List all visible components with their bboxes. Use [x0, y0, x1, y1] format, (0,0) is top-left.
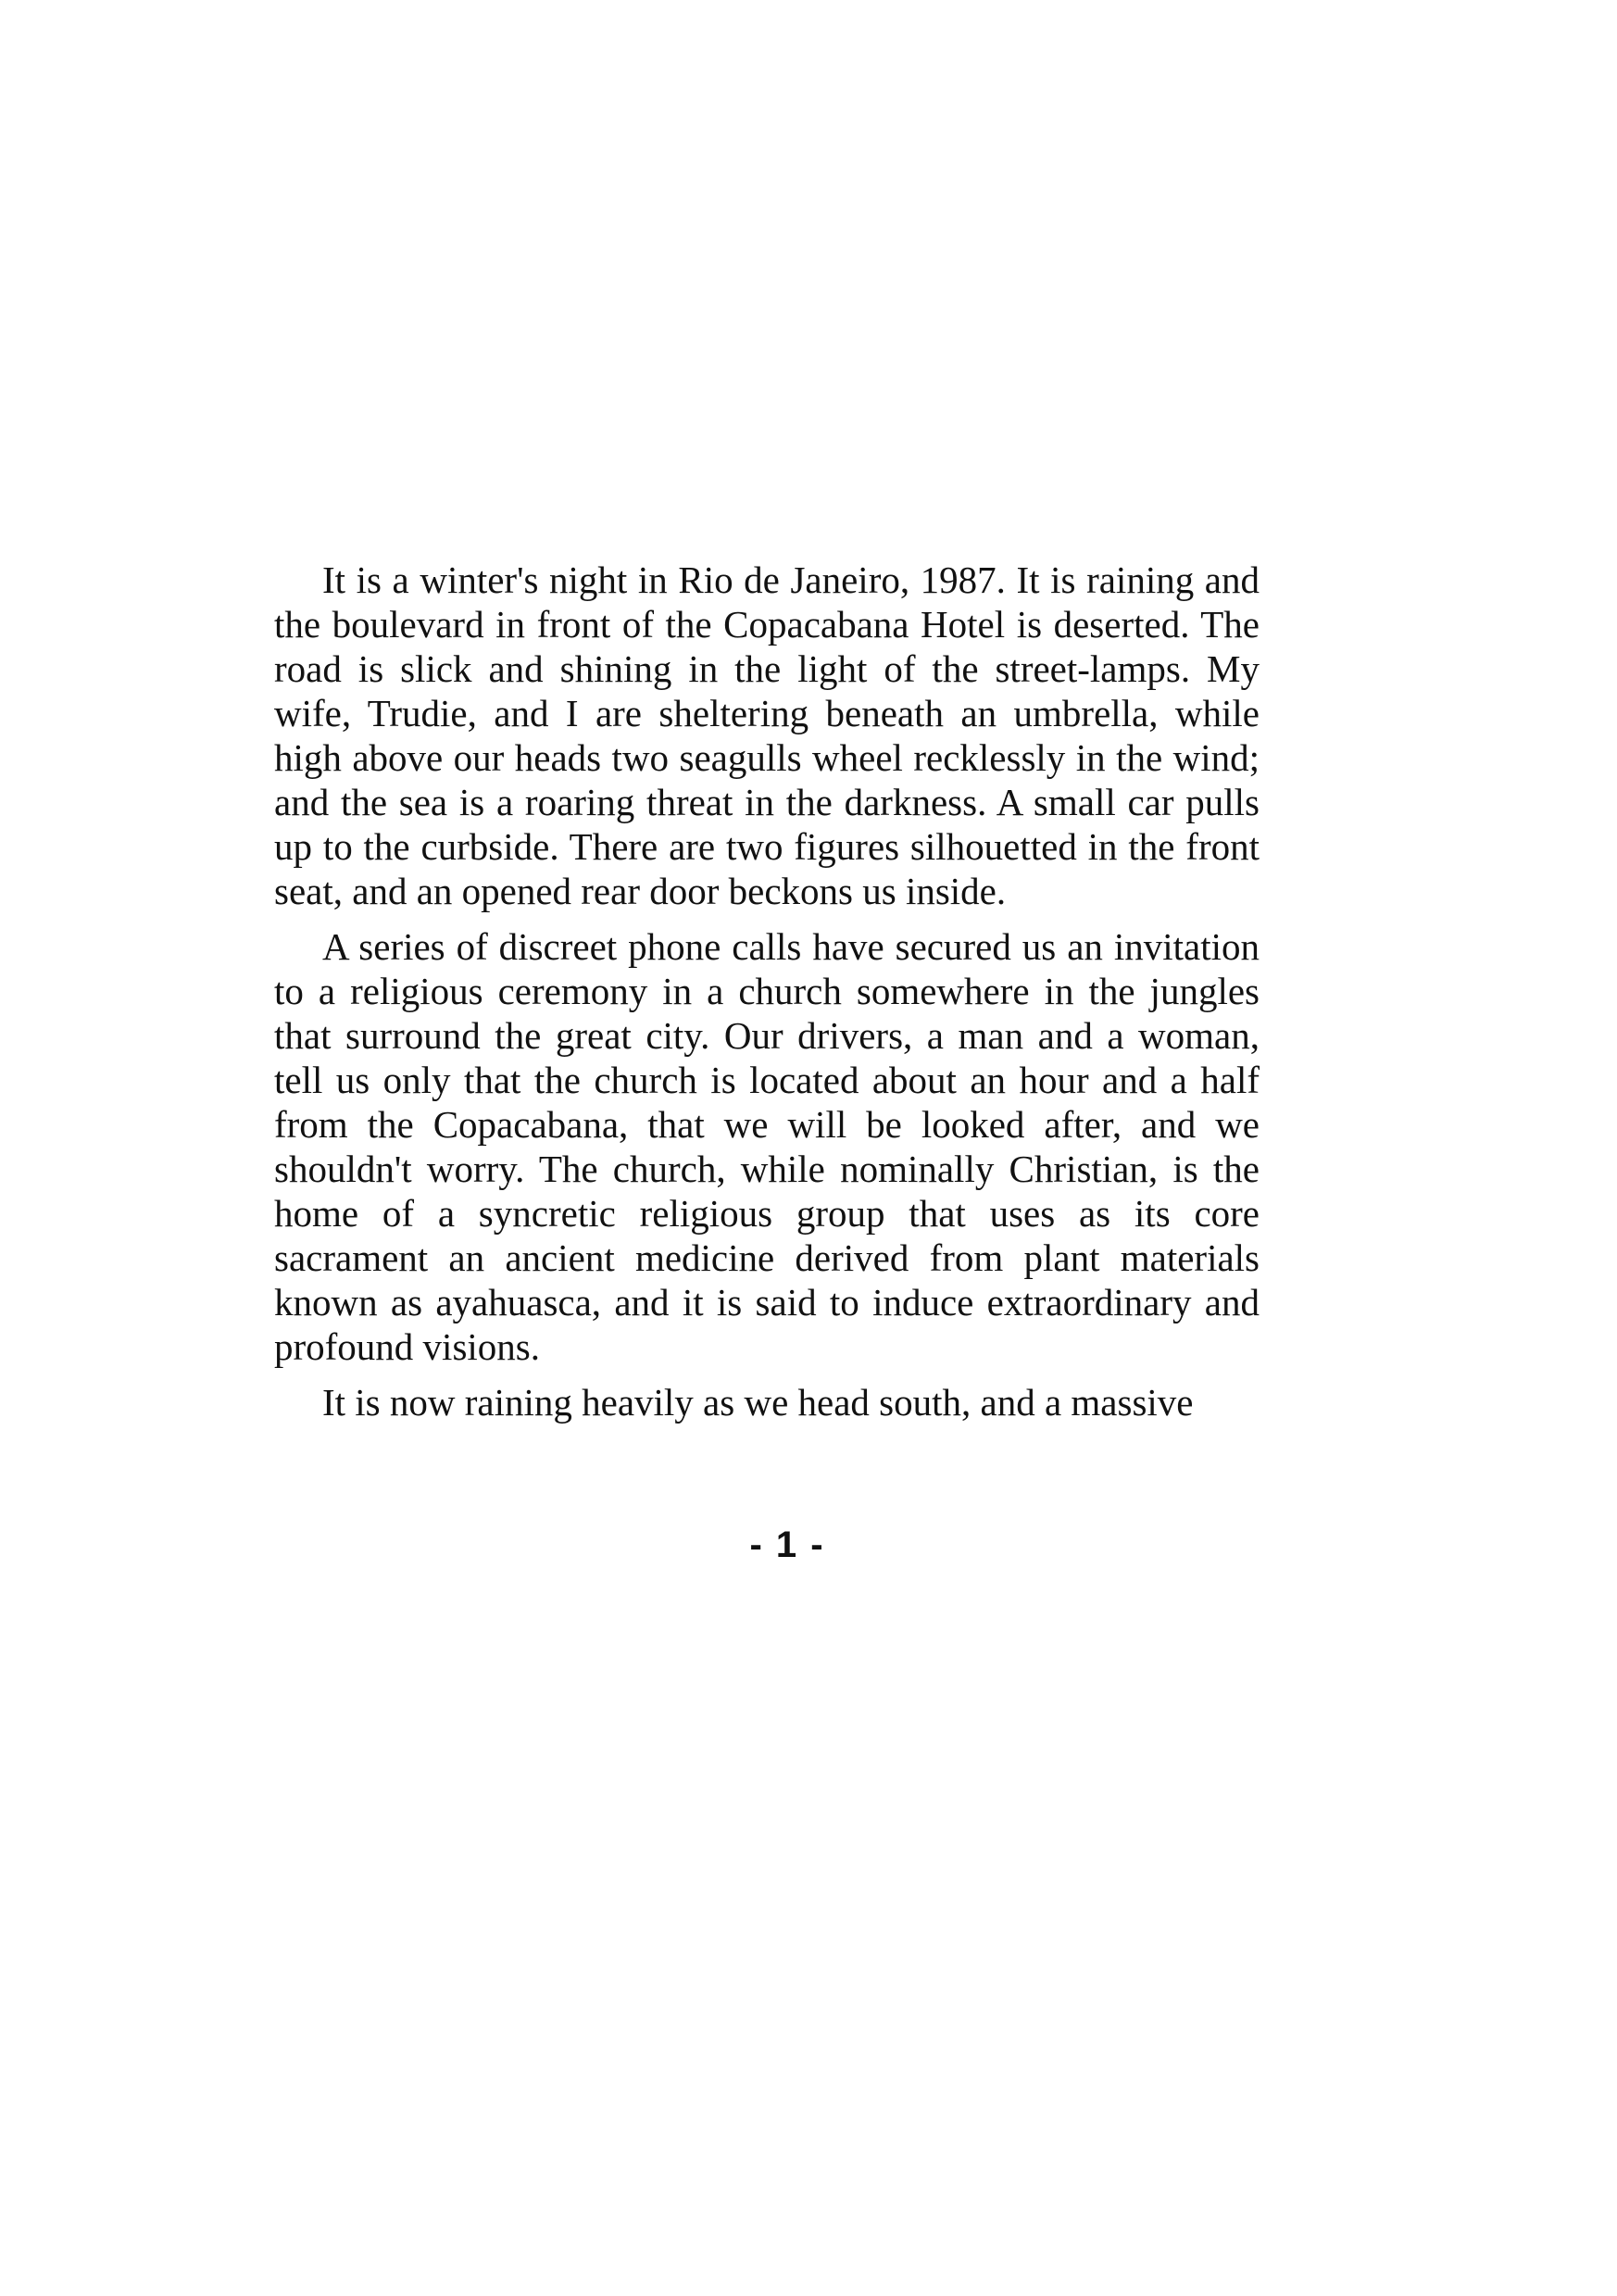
paragraph-2: A series of discreet phone calls have secured us an invitation to a religious ceremony in a church somewhere in the jungles that surround the great city. Our drivers, a man and a woman, tell us only that the church is located about an hour and a half from the Copacabana, that we will be looked after, and we shouldn't worry. The church, while nominally Christian, is the home of a syncretic religious group that uses as its core sacrament an ancient medicine derived from plant materials known as ayahuasca, and it is said to induce extraordinary and profound visions. [274, 925, 1260, 1368]
body-text [274, 558, 1260, 1424]
paragraph-3: It is now raining heavily as we head south, and a massive [322, 1381, 1194, 1424]
paragraph-1: It is a winter's night in Rio de Janeiro, 1987. It is raining and the boulevard in front of the Copacabana Hotel is deserted. The road is slick and shining in the light of the street-lamps. My wife, Trudie, and I are sheltering beneath an umbrella, while high above our heads two seagulls wheel recklessly in the wind; and the sea is a roaring threat in the darkness. A small car pulls up to the curbside. There are two figures silhouetted in the front seat, and an opened rear door beckons us inside. [274, 558, 1260, 912]
page-number: - 1 - [749, 1524, 825, 1565]
